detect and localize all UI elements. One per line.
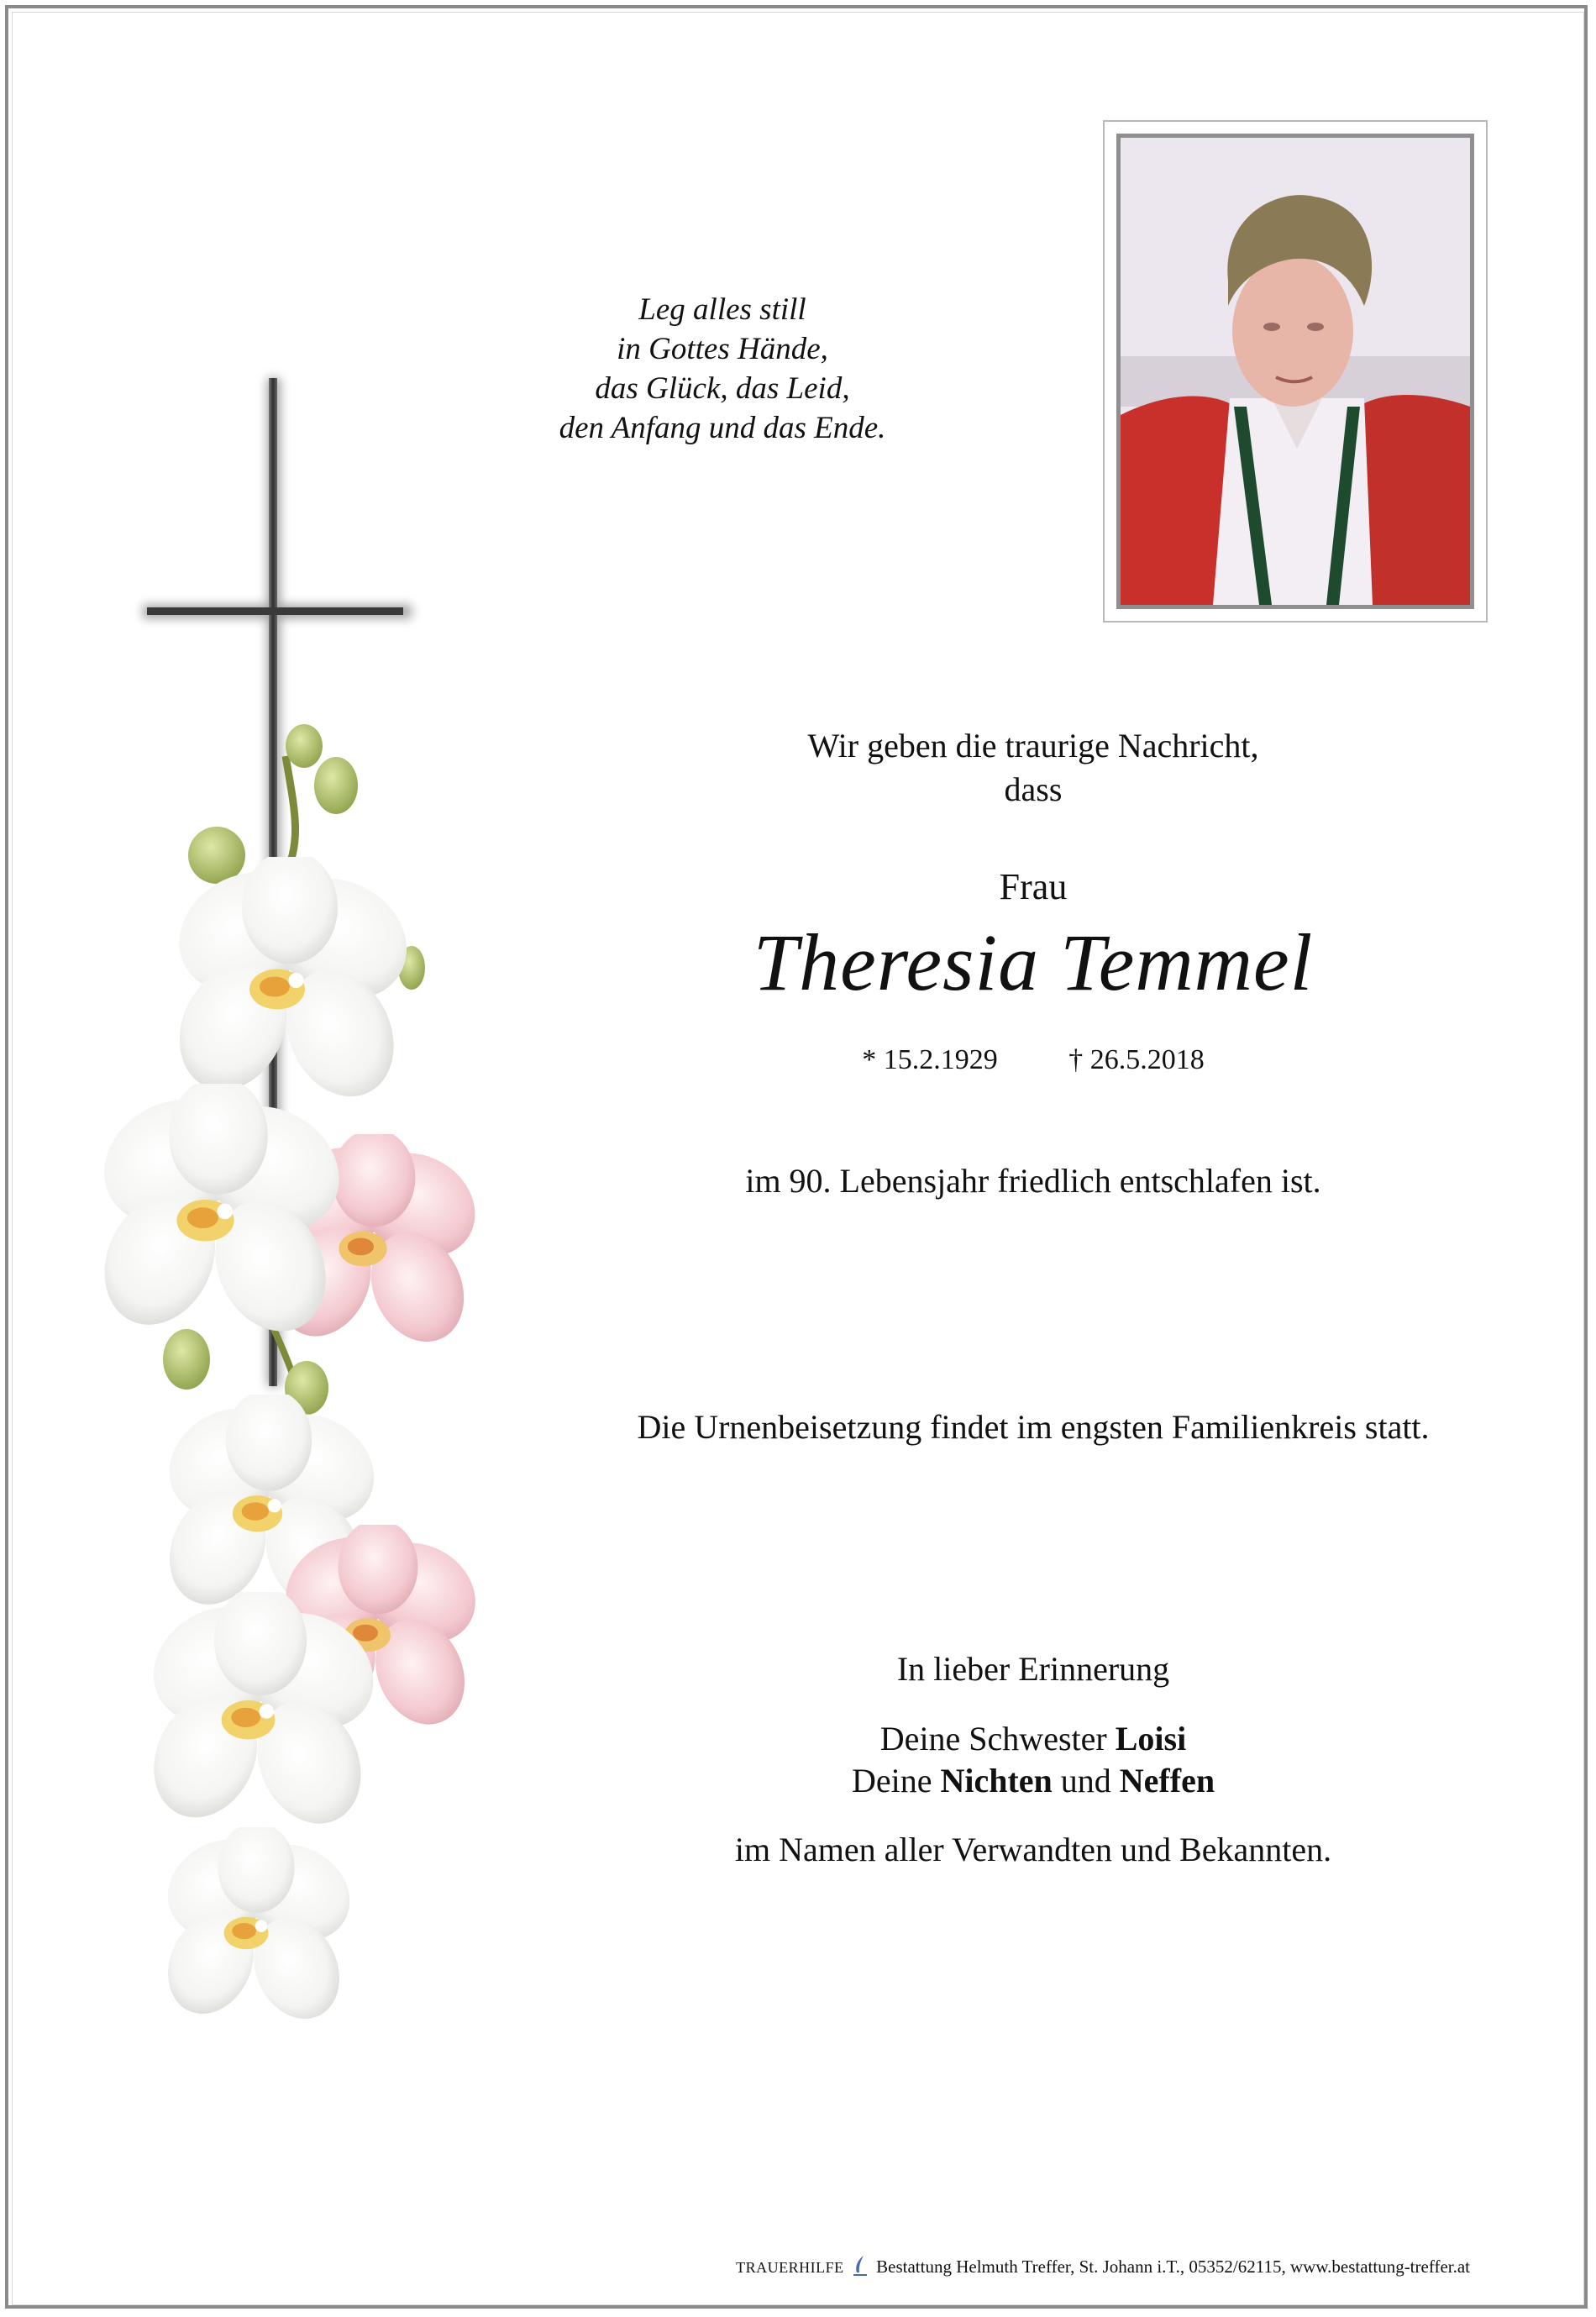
- signature-name: Nichten: [940, 1762, 1053, 1799]
- poem-line: den Anfang und das Ende.: [559, 411, 886, 445]
- announcement-line: dass: [1004, 770, 1063, 808]
- family-signature: [538, 1718, 1529, 1802]
- signature-name: Loisi: [1115, 1720, 1187, 1757]
- signature-text: und: [1052, 1762, 1120, 1799]
- death-date: † 26.5.2018: [1068, 1044, 1205, 1075]
- deceased-name: Theresia Temmel: [753, 917, 1314, 1007]
- portrait-photo: [1116, 134, 1474, 609]
- signature-line: [538, 1760, 1529, 1802]
- birth-date: * 15.2.1929: [862, 1044, 998, 1075]
- relatives-text: im Namen aller Verwandten und Bekannten.: [734, 1831, 1332, 1868]
- life-dates: [538, 1044, 1529, 1076]
- footer-brand: TRAUERHILFE: [736, 2259, 844, 2276]
- portrait-frame: [1103, 120, 1488, 623]
- burial-text: Die Urnenbeisetzung findet im engsten Familienkreis statt.: [637, 1408, 1430, 1446]
- cross-orchid-decoration: [76, 353, 479, 2033]
- poem-line: Leg alles still: [638, 292, 806, 327]
- footer-text: Bestattung Helmuth Treffer, St. Johann i.T., 05352/62115, www.bestattung-treffer.at: [876, 2257, 1470, 2277]
- poem-line: das Glück, das Leid,: [595, 371, 850, 406]
- signature-text: Deine: [851, 1762, 941, 1799]
- announcement-line: Wir geben die traurige Nachricht,: [807, 727, 1259, 764]
- signature-text: Deine Schwester: [879, 1720, 1116, 1757]
- quill-icon: [852, 2254, 869, 2283]
- poem-line: in Gottes Hände,: [617, 332, 828, 366]
- announcement: [538, 724, 1529, 812]
- memory-text: In lieber Erinnerung: [896, 1650, 1170, 1688]
- age-text: im 90. Lebensjahr friedlich entschlafen ist.: [745, 1162, 1321, 1200]
- signature-line: [538, 1718, 1529, 1760]
- salutation: Frau: [999, 866, 1068, 907]
- signature-name: Neffen: [1119, 1762, 1215, 1799]
- poem: [470, 290, 974, 448]
- footer: [736, 2254, 1470, 2283]
